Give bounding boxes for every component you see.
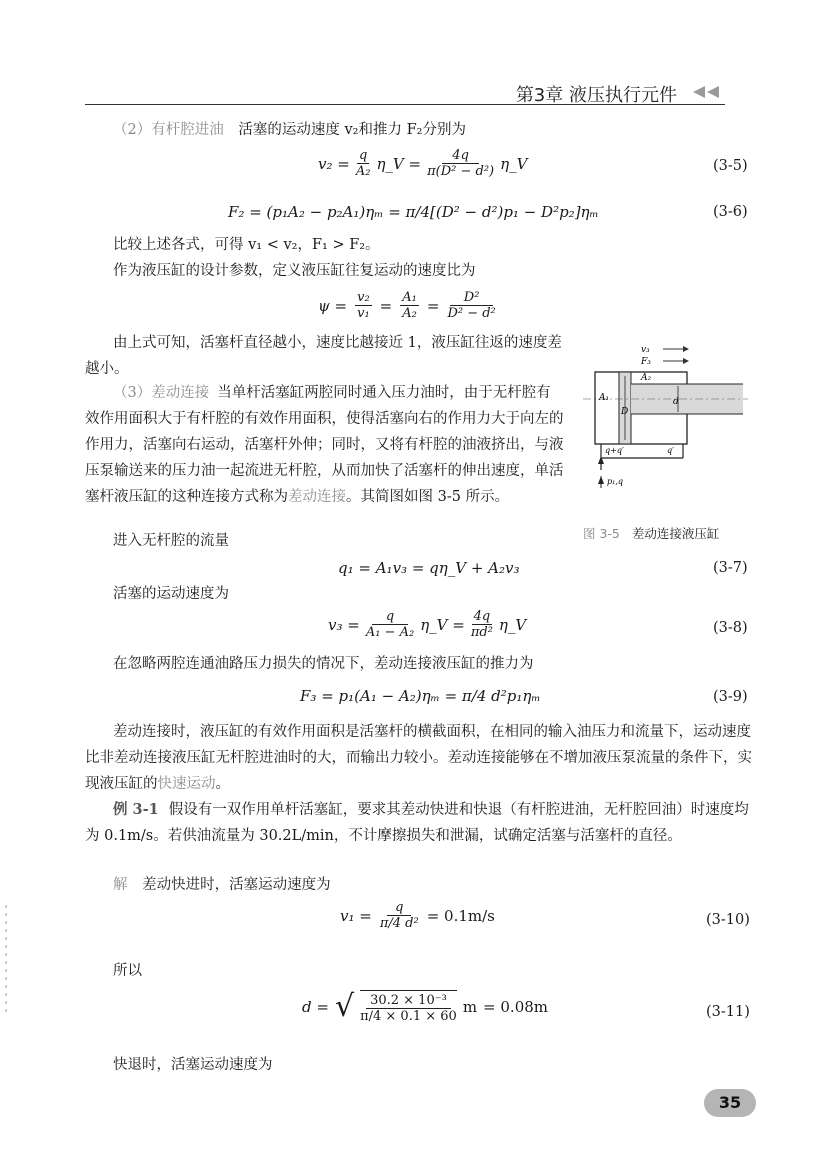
example-3-1	[85, 797, 755, 849]
denominator: A₂	[355, 164, 371, 179]
eq-mid: η_V =	[376, 154, 422, 173]
fraction	[360, 990, 457, 1024]
paragraph-speed-ratio: 由上式可知，活塞杆直径越小，速度比越接近 1，液压缸往返的速度差越小。	[85, 335, 562, 377]
flow-intro: 进入无杆腔的流量	[113, 533, 229, 549]
figure-caption-text: 差动连接液压缸	[631, 526, 720, 541]
numerator: v₂	[357, 290, 370, 305]
para-diff-text: 差动连接时，液压缸的有效作用面积是活塞杆的横截面积，在相同的输入油压力和流量下，运动速度比非差动连接液压缸无杆腔进油时的大，而输出力较小。差动连接能够在不增加液压泵流量的条件下，实现液压缸的	[85, 724, 752, 792]
eq-rhs: = 0.1m/s	[426, 906, 495, 925]
section-2	[113, 121, 466, 139]
eq-lhs: d =	[302, 998, 329, 1016]
sqrt-icon: √	[334, 989, 355, 1024]
figure-caption	[583, 524, 719, 542]
denominator: D² − d²	[447, 306, 496, 321]
section-2-label: （2）有杆腔进油	[113, 122, 224, 138]
denominator: π(D² − d²)	[427, 164, 495, 179]
label-D: D	[621, 407, 629, 417]
back-intro: 快退时，活塞运动速度为	[113, 1057, 273, 1073]
equation-3-5	[318, 148, 527, 179]
denominator: π/4 × 0.1 × 60	[360, 1009, 457, 1024]
page-number: 35	[704, 1089, 756, 1117]
denominator: πd²	[470, 625, 493, 640]
margin-scan-marks	[2, 905, 10, 1015]
eq-lhs: v₂ =	[318, 154, 350, 173]
figure-number: 图 3-5	[583, 526, 620, 541]
eq-number-3-11: (3-11)	[706, 1004, 750, 1020]
fraction	[356, 148, 371, 179]
section-3-label: （3）差动连接	[113, 385, 210, 401]
numerator: q	[372, 609, 408, 625]
section-3-text: 当单杆活塞缸两腔同时通入压力油时，由于无杆腔有效作用面积大于有杆腔的有效作用面积，使得活塞向右的作用力大于向左的作用力，活塞向右运动，活塞杆外伸；同时，又将有杆腔的油液挤出，与液压泵输送来的压力油一起流进无杆腔，从而加快了活塞杆的伸出速度，单活塞杆液压缸的这种连接方式称为	[85, 385, 564, 505]
fraction	[355, 290, 372, 321]
term-fast-motion: 快速运动	[157, 776, 216, 792]
section-2-text: 活塞的运动速度 v₂和推力 F₂分别为	[238, 122, 466, 138]
section-3-tail: 。其简图如图 3-5 所示。	[346, 489, 510, 505]
so-line: 所以	[113, 963, 142, 979]
eq-number-3-10: (3-10)	[706, 912, 750, 928]
equation-3-6: F₂ = (p₁A₂ − p₂A₁)ηₘ = π/4[(D² − d²)p₁ − D²p₂]ηₘ	[228, 203, 599, 221]
denominator: A₂	[402, 306, 417, 321]
equation-3-11	[302, 990, 548, 1024]
compare-line: 比较上述各式，可得 v₁ < v₂，F₁ > F₂。	[113, 237, 380, 253]
equation-3-7: q₁ = A₁v₃ = qη_V + A₂v₃	[338, 559, 520, 577]
eq-lhs: ψ =	[318, 296, 348, 315]
example-label: 例 3-1	[113, 801, 159, 818]
equation-3-9: F₃ = p₁(A₁ − A₂)ηₘ = π/4 d²p₁ηₘ	[300, 687, 541, 705]
term-differential: 差动连接	[288, 489, 346, 505]
fraction	[471, 609, 493, 640]
example-text: 假设有一双作用单杆活塞缸，要求其差动快进和快退（有杆腔进油，无杆腔回油）时速度均为 0.1m/s。若供油流量为 30.2L/min，不计摩擦损失和泄漏，试确定活塞与活塞杆的直径。	[85, 802, 749, 844]
numerator: 30.2 × 10⁻³	[366, 993, 451, 1009]
speed-intro: 活塞的运动速度为	[113, 586, 229, 602]
eq-number-3-9: (3-9)	[713, 689, 748, 705]
numerator: A₁	[402, 290, 417, 305]
fraction	[427, 148, 494, 179]
equation-speed-ratio: ψ = $\frac{\text{v₂}}{\text{v₁}}$ = $\frac{\text{A₁}}{\text{A₂}}$ = $\frac{\text{D²}}{\text{D² − d²}}$	[318, 290, 496, 321]
numerator: 4q	[473, 609, 491, 624]
label-d: d	[673, 397, 679, 407]
thrust-intro: 在忽略两腔连通油路压力损失的情况下，差动连接液压缸的推力为	[113, 656, 534, 672]
eq-lhs: v₁ =	[340, 906, 372, 925]
label-v3: v₃	[641, 345, 650, 355]
denominator: A₁ − A₂	[365, 625, 415, 640]
paragraph-differential-effect	[85, 719, 755, 797]
label-A1: A₁	[599, 393, 610, 403]
eq-lhs: v₃ =	[328, 615, 360, 634]
fraction	[400, 290, 419, 321]
label-qprime: q′	[667, 446, 674, 455]
paragraph-differential	[85, 380, 565, 510]
eq-rhs: = 0.08m	[483, 998, 549, 1016]
cylinder-schematic	[583, 340, 763, 490]
eq-tail: η_V	[500, 154, 528, 173]
label-p1q: p₁,q	[607, 477, 623, 486]
eq-number-3-6: (3-6)	[713, 204, 748, 220]
label-q-plus-qprime: q+q′	[605, 446, 624, 455]
eq-unit: m	[462, 998, 478, 1016]
numerator: q	[387, 900, 411, 916]
label-A2: A₂	[641, 373, 652, 383]
ratio-intro: 作为液压缸的设计参数，定义液压缸往复运动的速度比为	[113, 263, 476, 279]
fraction	[447, 290, 495, 321]
eq-tail: η_V	[498, 615, 527, 634]
header-rule	[85, 104, 725, 105]
denominator: π/4 d²	[379, 916, 419, 931]
equation-3-10	[340, 900, 495, 931]
eq-number-3-8: (3-8)	[713, 620, 748, 636]
numerator: D²	[450, 290, 494, 306]
solution-label: 解	[113, 877, 128, 893]
running-header	[85, 80, 725, 104]
solution-text: 差动快进时，活塞运动速度为	[142, 877, 331, 893]
fraction	[366, 609, 414, 640]
eq-number-3-7: (3-7)	[713, 560, 748, 576]
double-arrow-left-icon	[685, 84, 725, 100]
numerator: q	[358, 148, 368, 163]
equation-3-8	[328, 609, 526, 640]
chapter-title: 第3章 液压执行元件	[515, 85, 677, 106]
denominator: v₁	[357, 306, 370, 321]
solution-line	[113, 876, 331, 894]
eq-number-3-5: (3-5)	[713, 158, 748, 174]
figure-3-5-diagram	[583, 340, 763, 490]
eq-mid: η_V =	[420, 615, 465, 634]
label-F3: F₃	[641, 357, 651, 367]
numerator: 4q	[442, 148, 479, 164]
para-diff-tail: 。	[215, 776, 230, 792]
fraction	[380, 900, 419, 931]
